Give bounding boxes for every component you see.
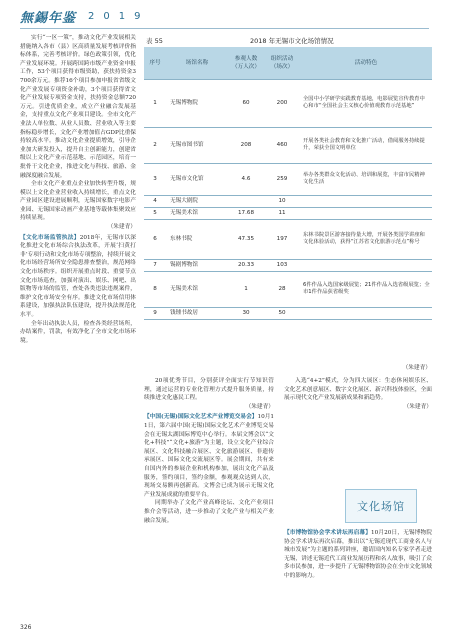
cell-events: 197: [264, 219, 300, 259]
cell-no: 3: [144, 163, 166, 195]
article-body: 10月20日，无锡博物院协会学术讲坛再次启幕，推出以“无锡近现代工商业名人与城市发展”为主题的系列讲座，邀请国内知名专家学者走进无锡，讲述无锡近代工商业发展历程和名人故事，吸引了众多市民参加，进一步提升了无锡博物馆协会在全市文化领域中的影响力。: [284, 530, 433, 579]
paragraph: 实行“一区一策”，推动文化产业发展相关措施纳入各市（县）区高质量发展考核评价指标体系，完善考核评价。绿色政策引领，优化产业发展环境。开展跨国跨市级产业资金申报工作，53个项目获得市级资助，获扶持资金3700余万元。推荐16个项目参加申报省省级文化产业发展专项资金补助，3个项目获得省文化产业发展专项资金支持，扶持资金总额720万元。引进优质企业，成立产业融合发展基金，支持重点文化产业项目建设。全市文化产业法人单位数、从业人员数、营业收入等主要指标稳步增长，文化产业增加值占GDP比重保持较高水平。推动文化企业提质增效，引导企业加大研发投入，提升自主创新能力，创建省级以上文化产业示范基地、示范园区，培育一批骨干文化企业，推进文化与科技、旅游、金融深度融合发展。: [20, 35, 136, 179]
cell-name: 无锡美术馆: [166, 271, 228, 307]
cell-visitors: 60: [228, 79, 264, 127]
article-heading: 【市博物馆协会学术讲坛再启幕】: [284, 530, 372, 536]
cell-feature: 举办各类群众文化活动、培训和展览，丰富市民精神文化生活: [300, 163, 432, 195]
cell-visitors: 208: [228, 127, 264, 163]
cell-visitors: [228, 195, 264, 207]
cell-events: 200: [264, 79, 300, 127]
table-caption: 2018 年无锡市文化场馆情况: [250, 36, 334, 45]
cell-events: 11: [264, 207, 300, 219]
table-row: [144, 79, 432, 127]
table-signature: （朱建青）: [402, 365, 431, 371]
table-row: [144, 127, 432, 163]
cell-name: 无锡美术馆: [166, 207, 228, 219]
table-row: [144, 207, 432, 219]
cell-name: 无锡市图书馆: [166, 127, 228, 163]
cell-visitors: 30: [228, 307, 264, 319]
cell-no: 2: [144, 127, 166, 163]
table-row: [144, 195, 432, 207]
table-row: [144, 163, 432, 195]
cell-no: 6: [144, 219, 166, 259]
venues-table: [144, 47, 432, 320]
cell-name: 钱锺书故居: [166, 307, 228, 319]
cell-name: 无锡大剧院: [166, 195, 228, 207]
cell-events: 28: [264, 271, 300, 307]
article-heading: 【中国(无锡)国际文化艺术产业博览交易会】: [144, 414, 258, 421]
paragraph: 全市文化产业重点企业加快转型升级，规模以上文化企业营业收入持续增长，重点文化产业园区建设进展顺利，无锡国家数字电影产业园、无锡国家动画产业基地等载体集聚效应持续显现。: [20, 181, 136, 222]
author-signature: （朱建青）: [107, 224, 136, 231]
cell-visitors: 1: [228, 271, 264, 307]
cell-name: 无锡市文化馆: [166, 163, 228, 195]
col-header-no: 序号: [144, 47, 166, 79]
page-number: 326: [20, 624, 32, 631]
text-column-3-lower: [284, 529, 432, 581]
author-signature: （朱建青）: [245, 403, 274, 410]
cell-events: 259: [264, 163, 300, 195]
cell-feature: 6件作品入选国家级展览；21件作品入选省级展览；全市1件作品获省级奖: [300, 271, 432, 307]
cell-feature: [300, 195, 432, 207]
table-row: [144, 307, 432, 319]
article-entry: [20, 234, 136, 320]
article-body: 2018年，无锡市以深化推进文化市场综合执法改革，开展‘扫黄打非’专项行动和文化市场专项整治，持续开展文化市场经营场所安全隐患排查整治，规范网络文化市场秩序。组织开展重点时段、重要节点文化市场巡查，加强对演出、娱乐、网吧、出版物等市场的监管，查处各类违法违规案件，维护文化市场安全有序。推进文化市场信用体系建设，加强执法队伍建设，提升执法规范化水平。: [20, 234, 136, 318]
cell-no: 7: [144, 259, 166, 271]
cell-no: 5: [144, 207, 166, 219]
cell-feature: [300, 259, 432, 271]
cell-feature: 东林书院景区游客接待量大增，开展各类国学讲座和文化体验活动，获得“江苏省文化旅游示范点”称号: [300, 219, 432, 259]
text-column-3: [284, 377, 432, 413]
cell-no: 1: [144, 79, 166, 127]
cell-no: 8: [144, 271, 166, 307]
col-header-name: 场馆名称: [166, 47, 228, 79]
cell-name: 锡剧博物馆: [166, 259, 228, 271]
table-row: [144, 259, 432, 271]
cell-name: 无锡博物院: [166, 79, 228, 127]
table-row: [144, 271, 432, 307]
article-entry: [284, 529, 432, 581]
cell-visitors: 47.35: [228, 219, 264, 259]
col-header-feature: 活动特色: [300, 47, 432, 79]
col-header-events: 组织活动（场次）: [264, 47, 300, 79]
page-header: [20, 7, 149, 25]
text-column-1: [20, 34, 136, 345]
cell-visitors: 17.68: [228, 207, 264, 219]
section-title-box: [345, 489, 417, 523]
table-header-row: [144, 47, 432, 79]
cell-events: 103: [264, 259, 300, 271]
table-title: [144, 34, 432, 46]
cell-feature: 开展各类社会教育和文化推广活动，借阅服务持续提升，荣获全国文明单位: [300, 127, 432, 163]
section-title: 文化场馆: [357, 500, 405, 513]
cell-feature: 全国中小学研学实践教育基地，电影展览宣传教育中心和市“全国社会主义核心价值观教育示范基地”: [300, 79, 432, 127]
article-entry: [144, 413, 274, 499]
col-header-visitors: 参观人数（万人次）: [228, 47, 264, 79]
paragraph: 入选“4+2”模式，分为四大展区：生态休闲娱乐区、文化艺术创意展区、数字文化展区、新兴科技体验区，全面展示现代文化产业发展新成果和新趋势。: [284, 378, 432, 402]
yearbook-year: 2019: [88, 10, 150, 22]
cell-visitors: 4.6: [228, 163, 264, 195]
cell-visitors: 20.33: [228, 259, 264, 271]
cell-name: 东林书院: [166, 219, 228, 259]
paragraph: 同期举办了文化产业高峰论坛、文化产业项目推介会等活动，进一步推动了文化产业与相关产业融合发展。: [144, 500, 274, 524]
yearbook-brand: 無錫年鉴: [20, 10, 77, 26]
header-rule: [20, 28, 429, 29]
cell-events: 460: [264, 127, 300, 163]
author-signature: （朱建青）: [403, 403, 432, 410]
cell-feature: [300, 207, 432, 219]
cell-no: 4: [144, 195, 166, 207]
cell-events: 10: [264, 195, 300, 207]
cell-feature: [300, 307, 432, 319]
article-body: 10月11日，第六届中国(无锡)国际文化艺术产业博览交易会在无锡太湖国际博览中心举行。本届文博会以“文化+科技”“文化+旅游”为主题，设立文化产业综合展区、文化科技融合展区、文化旅游展区、非遗传承展区、国际文化交流展区等。展会期间，共有来自国内外的参展企业和机构参加，展出文化产品及服务，签约项目，签约金额，参观观众达到人次，现场交易额再创新高。文博会已成为展示无锡文化产业发展成就的重要平台。: [144, 414, 274, 498]
text-column-2: [144, 377, 274, 525]
article-heading: 【文化市场监管执法】: [20, 234, 80, 241]
cell-no: 9: [144, 307, 166, 319]
paragraph: 全年出动执法人员，检查各类经营场所，办结案件，罚款，有效净化了全市文化市场环境。: [20, 320, 136, 344]
cell-events: 50: [264, 307, 300, 319]
paragraph: 20项优秀节目，分别获评全面实行节知识管理，通过运营的专业化管理方式提升服务质量，持续推进文化惠民工程。: [144, 378, 274, 402]
table-row: [144, 219, 432, 259]
table-number: 表 55: [146, 36, 163, 45]
